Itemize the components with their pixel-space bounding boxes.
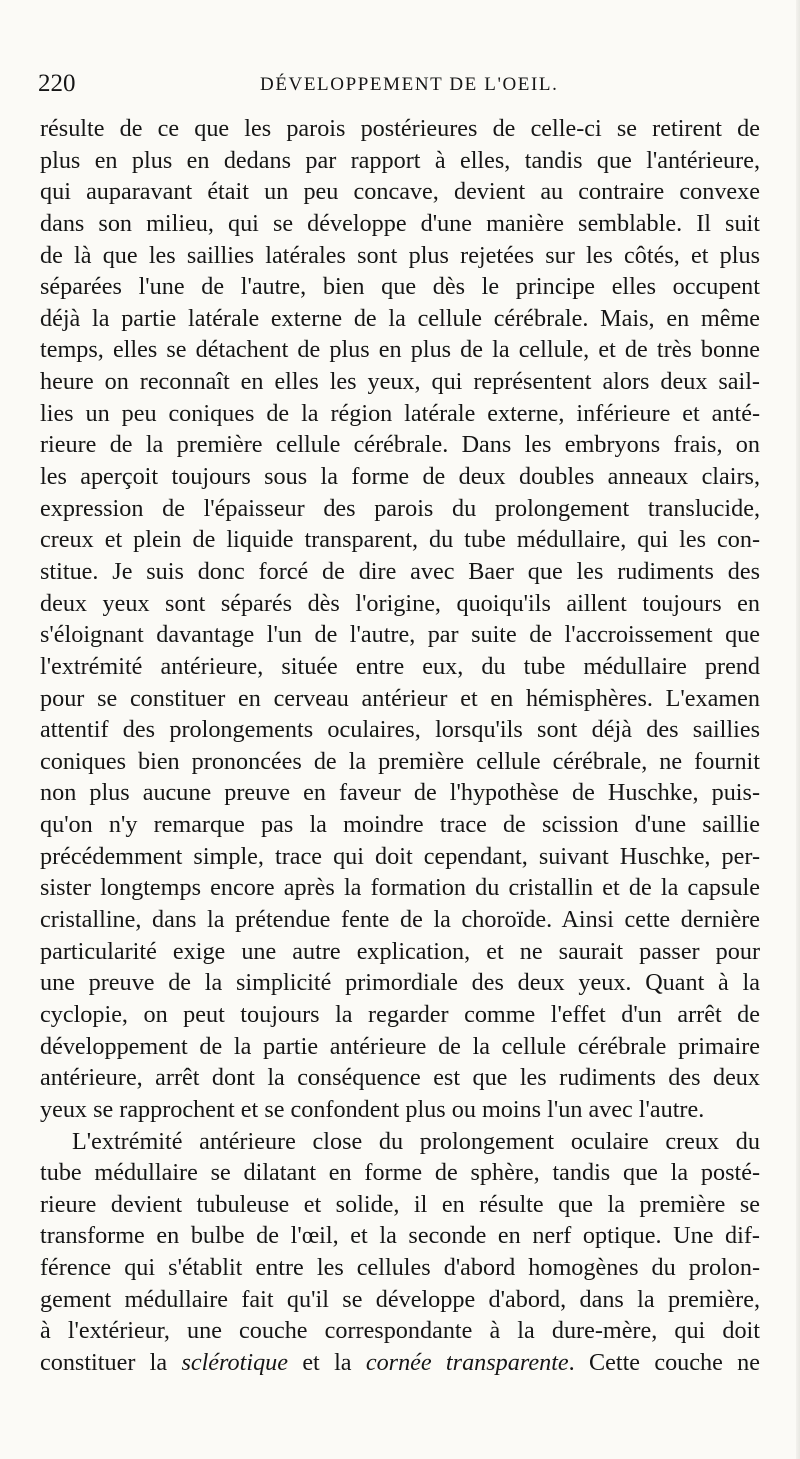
text-line: coniques bien prononcées de la première cellule cérébrale, ne fournit: [40, 747, 760, 775]
text-line: à l'extérieur, une couche correspondante à la dure-mère, qui doit: [40, 1317, 760, 1345]
text-line: de là que les saillies latérales sont plus rejetées sur les côtés, et plus: [40, 241, 760, 269]
text-line: dans son milieu, qui se développe d'une manière semblable. Il suit: [40, 209, 760, 237]
text-line: yeux se rapprochent et se confondent plus ou moins l'un avec l'autre.: [40, 1095, 705, 1123]
text-line: cyclopie, on peut toujours la regarder comme l'effet d'un arrêt de: [40, 1000, 760, 1028]
text-line: creux et plein de liquide transparent, du tube médullaire, qui les con-: [40, 526, 760, 554]
text-line: pour se constituer en cerveau antérieur et en hémisphères. L'examen: [40, 684, 760, 712]
text-line: particularité exige une autre explication, et ne saurait passer pour: [40, 937, 760, 965]
term-cornee-transparente: cornée transparente: [365, 1348, 569, 1376]
text-line: s'éloignant davantage l'un de l'autre, par suite de l'accroissement que: [40, 621, 760, 649]
text-line: une preuve de la simplicité primordiale des deux yeux. Quant à la: [40, 969, 760, 997]
page-number: 220: [38, 70, 76, 97]
text-line: déjà la partie latérale externe de la cellule cérébrale. Mais, en même: [40, 304, 760, 332]
text-line: heure on reconnaît en elles les yeux, qui représentent alors deux sail-: [40, 368, 760, 396]
text-line: plus en plus en dedans par rapport à elles, tandis que l'antérieure,: [40, 146, 760, 174]
text-line: qui auparavant était un peu concave, devient au contraire convexe: [40, 178, 760, 206]
paragraph-2: [40, 1126, 760, 1347]
text-line: L'extrémité antérieure close du prolongement oculaire creux du: [72, 1127, 760, 1155]
text-line: l'extrémité antérieure, située entre eux, du tube médullaire prend: [40, 652, 760, 680]
text-line: sister longtemps encore après la formation du cristallin et de la capsule: [40, 874, 760, 902]
text-line: résulte de ce que les parois postérieures de celle-ci se retirent de: [40, 115, 760, 142]
text-line: cristalline, dans la prétendue fente de la choroïde. Ainsi cette dernière: [40, 906, 760, 934]
text-line: expression de l'épaisseur des parois du prolongement translucide,: [40, 494, 760, 522]
text-line: les aperçoit toujours sous la forme de deux doubles anneaux clairs,: [40, 463, 760, 491]
paragraph-1: [40, 113, 760, 1126]
text-line: stitue. Je suis donc forcé de dire avec Baer que les rudiments des: [40, 557, 760, 585]
text-line-last: constituer la sclérotique et la cornée transparente. Cette couche ne: [40, 1348, 760, 1376]
text-line: lies un peu coniques de la région latérale externe, inférieure et anté-: [40, 399, 760, 427]
text-line: tube médullaire se dilatant en forme de sphère, tandis que la posté-: [40, 1159, 760, 1187]
term-sclerotique: sclérotique: [181, 1348, 289, 1376]
scan-edge: [796, 0, 800, 1459]
text-line: temps, elles se détachent de plus en plus de la cellule, et de très bonne: [40, 336, 760, 364]
text-line: séparées l'une de l'autre, bien que dès le principe elles occupent: [40, 273, 760, 301]
running-head: DÉVELOPPEMENT DE L'OEIL.: [260, 74, 559, 95]
text-line: rieure de la première cellule cérébrale. Dans les embryons frais, on: [40, 431, 760, 459]
text-line: développement de la partie antérieure de la cellule cérébrale primaire: [40, 1032, 760, 1060]
text-line: attentif des prolongements oculaires, lorsqu'ils sont déjà des saillies: [40, 716, 760, 744]
text-line: antérieure, arrêt dont la conséquence est que les rudiments des deux: [40, 1064, 760, 1092]
text-line: rieure devient tubuleuse et solide, il en résulte que la première se: [40, 1190, 760, 1218]
body-text: [40, 113, 760, 1379]
text-line: deux yeux sont séparés dès l'origine, quoiqu'ils aillent toujours en: [40, 589, 760, 617]
text-line: précédemment simple, trace qui doit cependant, suivant Huschke, per-: [40, 842, 760, 870]
text-line: qu'on n'y remarque pas la moindre trace de scission d'une saillie: [40, 811, 760, 839]
text-line: férence qui s'établit entre les cellules d'abord homogènes du prolon-: [40, 1254, 760, 1282]
text-line: transforme en bulbe de l'œil, et la seconde en nerf optique. Une dif-: [40, 1222, 760, 1250]
text-line: non plus aucune preuve en faveur de l'hypothèse de Huschke, puis-: [40, 779, 760, 807]
page-header: [38, 70, 760, 104]
text-line: gement médullaire fait qu'il se développe d'abord, dans la première,: [40, 1285, 760, 1313]
